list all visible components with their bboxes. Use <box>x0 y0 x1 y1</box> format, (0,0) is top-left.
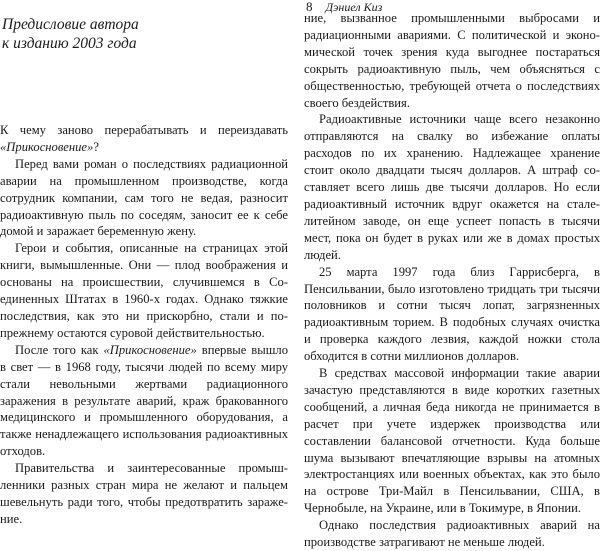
text-run: впервые вышло в свет — в 1968 году, тысячи людей по всему миру стали невольными жертвами радиационного заражения в результате аварий, краж бракованного медицинского и промышленного оборудования, а также ненадлежащего использования радиоактивных отходов. <box>0 342 288 459</box>
text-run: Правительства и заинтересованные промышленники разных стран мира не желают и пальцем шевельнуть ради того, чтобы предотвратить заражение. <box>0 461 288 526</box>
text-run: Однако последствия радиоактивных аварий на производстве затрагивают не меньше людей. <box>304 518 600 550</box>
paragraph <box>304 111 600 263</box>
paragraph <box>0 240 288 341</box>
paragraph <box>0 460 288 528</box>
paragraph <box>304 10 600 111</box>
text-run: К чему заново перерабатывать и переиздавать <box>0 123 288 137</box>
text-run: 25 марта 1997 года близ Гаррисберга, в Пенсильвании, было изготовлено тридцать три тысячи половников и сотни тысяч лопат, загрязненных радиоактивным торием. В подобных случаях очистка и проверка каждого лезвия, каждой ножки стола обходится в сотни миллионов долларов. <box>304 264 600 364</box>
book-title-italic: «Прикосновение» <box>0 139 94 154</box>
text-run: Герои и события, описанные на страницах этой книги, вымышленные. Они — плод воображения и основаны на происшествии, случившемся в Соединенных Штатах в 1960-х годах. Однако тяжкие последствия, как это ни прискорбно, стали и по-прежнему остаются суровой действительностью. <box>0 241 288 340</box>
preface-heading <box>2 15 139 53</box>
text-run: В средствах массовой информации такие аварии зачастую представляются в виде коротких газетных сообщений, а личная беда никогда не принимается в расчет при учете издержек производства или составлении балансовой отчетности. Куда больше шума вызывают впечатляющие взрывы на атомных электростанциях или военных объектах, как это было на острове Три-Майл в Пенсильвании, США, в Чернобыле, на Украине, или в Токимуре, в Японии. <box>304 366 600 516</box>
page-number: 8 <box>306 0 313 14</box>
right-page <box>304 0 600 550</box>
text-run: Радиоактивные источники чаще всего незаконно отправляются на свалку во избежание оплаты расходов по их хранению. Надлежащее хранение стоит около двадцати тысяч долларов. А штраф составляет всего лишь две тысячи долларов. Но если радиоактивный источник вдруг окажется на сталелитейном заводе, он еще успеет попасть в тысячи мест, пока он будет в руках или же в домах простых людей. <box>304 112 600 262</box>
paragraph <box>304 517 600 551</box>
book-title-italic: «Прикосновение» <box>103 342 197 357</box>
text-run: После того как <box>15 342 104 357</box>
heading-line: Предисловие автора <box>2 16 139 33</box>
text-run: ние, вызванное промышленными выбросами и радиационными авариями. С политической и экономической точек зрения куда выгоднее постараться сокрыть радиоактивную пыль, чем объясняться с общественностью, требующей отчета о последствиях своего бездействия. <box>304 11 600 110</box>
paragraph <box>304 264 600 365</box>
text-run: Перед вами роман о последствиях радиационной аварии на промышленном производстве, когда сотрудник компании, сам того не ведая, разносит радиоактивную пыль по соседям, заносит ее к себе домой и заражает беременную жену. <box>0 156 288 239</box>
paragraph <box>0 342 288 460</box>
paragraph <box>0 156 288 241</box>
paragraph <box>0 122 288 156</box>
running-head-author: Дэниел Киз <box>325 0 383 14</box>
left-page <box>0 0 300 526</box>
heading-line: к изданию 2003 года <box>2 35 137 52</box>
text-run: ? <box>93 139 99 154</box>
paragraph <box>304 365 600 517</box>
left-body-text <box>0 122 288 528</box>
right-body-text <box>304 10 600 551</box>
